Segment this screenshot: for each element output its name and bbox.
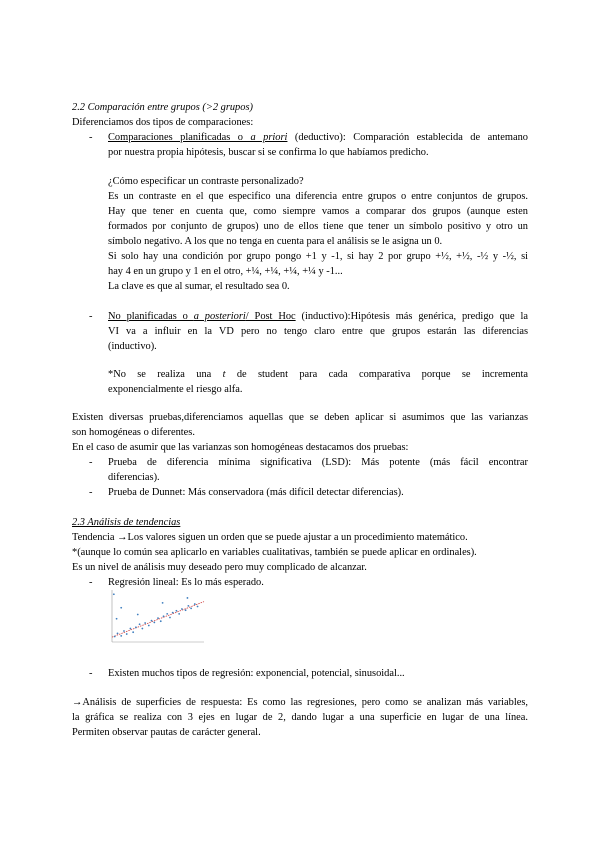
scatter-point (113, 593, 115, 595)
scatter-point (169, 617, 171, 619)
posthoc-note-line2: exponencialmente el riesgo alfa. (108, 384, 243, 395)
planned-comparisons-line1 (108, 130, 528, 145)
planned-type: (deductivo) (287, 132, 343, 143)
contrast-para1-line2: Hay que tener en cuenta que, como siempre vamos a comparar dos grupos (aunque esten (108, 206, 528, 217)
section-heading-2-3: 2.3 Análisis de tendencias (72, 517, 181, 528)
scatter-point (187, 605, 189, 607)
lsd-line1: Prueba de diferencia mínima significativa (LSD): Más potente (más fácil encontrar (108, 457, 528, 468)
posthoc-note-line1: *No se realiza una t de student para cada comparativa porque se incrementa (108, 369, 528, 380)
scatter-point (144, 622, 146, 624)
regression-types-line: Existen muchos tipos de regresión: exponencial, potencial, sinusoidal... (108, 668, 405, 679)
section-heading-2-2: 2.2 Comparación entre grupos (>2 grupos) (72, 102, 253, 113)
scatter-point (194, 603, 196, 605)
scatter-point (153, 622, 155, 624)
posthoc-label: No planificadas o a posteriori/ Post Hoc (108, 311, 296, 322)
scatter-point (166, 613, 168, 615)
scatter-point (148, 625, 150, 627)
contrast-para1-line1: Es un contraste en el que especifico una diferencia entre grupos o entre conjuntos de grupos. (108, 191, 528, 202)
posthoc-line1 (108, 309, 528, 324)
surfaces-line2: la gráfica se realiza con 3 ejes en lugar de 2, dando lugar a una superficie en lugar de una línea. (72, 712, 528, 723)
scatter-point (172, 612, 174, 614)
bullet-dash: - (89, 668, 93, 679)
tests-line3: En el caso de asumir que las varianzas son homogéneas destacamos dos pruebas: (72, 442, 409, 453)
scatter-point (151, 620, 153, 622)
tests-line1: Existen diversas pruebas,diferenciamos aquellas que se deben aplicar si asumimos que las varianzas (72, 412, 528, 423)
bullet-dash: - (89, 457, 93, 468)
scatter-point (130, 628, 132, 630)
scatter-point (157, 617, 159, 619)
scatter-point (132, 631, 134, 633)
scatter-point (137, 614, 139, 616)
scatter-point (116, 618, 118, 620)
scatter-point (178, 613, 180, 615)
bullet-dash: - (89, 487, 93, 498)
scatter-point (123, 630, 125, 632)
tests-line2: son homogéneas o diferentes. (72, 427, 195, 438)
posthoc-line2: VI va a influir en la VD pero no tengo claro entre que grupos estarán las diferencias (108, 326, 528, 337)
dunnet-line: Prueba de Dunnet: Más conservadora (más difícil detectar diferencias). (108, 487, 404, 498)
contrast-para1-line4: símbolo negativo. A los que no tenga en cuenta para el análisis se le asigna un 0. (108, 236, 443, 247)
contrast-para3: La clave es que al sumar, el resultado sea 0. (108, 281, 290, 292)
posthoc-text: (inductivo):Hipótesis más genérica, predigo que la (295, 311, 528, 322)
scatter-point (181, 608, 183, 610)
trend-line1: Tendencia →Los valores siguen un orden que se puede ajustar a un procedimiento matemático. (72, 532, 468, 543)
contrast-para2-line1: Si solo hay una condición por grupo pongo +1 y -1, si hay 2 por grupo +½, +½, -½ y -½, si (108, 251, 528, 262)
scatter-point (185, 609, 187, 611)
planned-comparisons-line2: por nuestra propia hipótesis, buscar si se confirma lo que habíamos predicho. (108, 147, 429, 158)
scatter-point (120, 635, 122, 637)
scatter-point (141, 628, 143, 630)
bullet-dash: - (89, 132, 93, 143)
contrast-para2-line2: hay 4 en un grupo y 1 en el otro, +¼, +¼, +¼, +¼ y -1... (108, 266, 343, 277)
trend-line2: *(aunque lo común sea aplicarlo en variables cualitativas, también se puede aplicar en ordinales). (72, 547, 477, 558)
scatter-point (126, 633, 128, 635)
contrast-question: ¿Cómo especificar un contraste personalizado? (108, 176, 304, 187)
scatter-point (187, 597, 189, 599)
surfaces-line3: Permiten observar pautas de carácter general. (72, 727, 261, 738)
section-intro: Diferenciamos dos tipos de comparaciones: (72, 117, 254, 128)
scatter-point (114, 636, 116, 638)
lsd-line2: diferencias). (108, 472, 160, 483)
scatter-point (139, 623, 141, 625)
trend-line3: Es un nivel de análisis muy deseado pero muy complicado de alcanzar. (72, 562, 367, 573)
scatter-point (162, 602, 164, 604)
regression-fit-line (112, 602, 204, 637)
scatter-point (117, 633, 119, 635)
scatter-point (197, 606, 199, 608)
bullet-dash: - (89, 577, 93, 588)
linear-regression-chart (108, 588, 208, 646)
scatter-point (135, 626, 137, 628)
scatter-point (163, 615, 165, 617)
planned-label: Comparaciones planificadas o a priori (108, 132, 288, 143)
contrast-para1-line3: formados por conjunto de grupos) uno de ellos tiene que tener un símbolo positivo y otro un (108, 221, 528, 232)
surfaces-line1: →Análisis de superficies de respuesta: Es como las regresiones, pero como se analizan más variables, (72, 697, 528, 708)
linear-regression-line: Regresión lineal: Es lo más esperado. (108, 577, 264, 588)
scatter-point (190, 607, 192, 609)
bullet-dash: - (89, 311, 93, 322)
scatter-point (176, 610, 178, 612)
scatter-point (120, 607, 122, 609)
posthoc-line3: (inductivo). (108, 341, 157, 352)
scatter-point (160, 620, 162, 622)
planned-text: : Comparación establecida de antemano (342, 132, 528, 143)
